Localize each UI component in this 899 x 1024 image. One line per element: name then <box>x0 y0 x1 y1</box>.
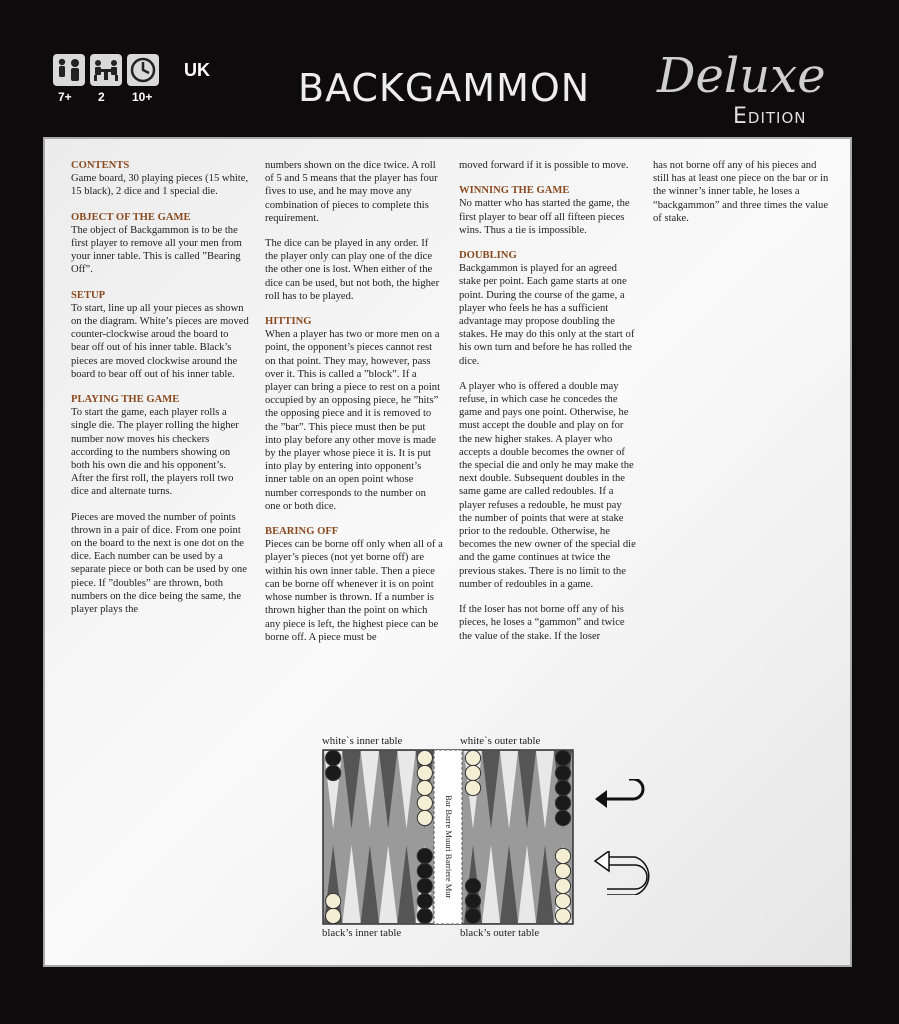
board-diagram <box>322 735 622 945</box>
white-piece <box>555 863 570 878</box>
label-white-outer-table: white`s outer table <box>460 735 541 747</box>
section-paragraph: moved forward if it is possible to move. <box>459 160 629 171</box>
column-3 <box>459 159 637 655</box>
black-piece <box>555 780 570 795</box>
clockwise-arrow-icon <box>593 779 653 819</box>
section-paragraph: To start, line up all your pieces as shown on the diagram. White’s pieces are moved counter-clockwise aroud the board to bear off out of his inner table. Black’s pieces are moved clockwise around the board to bear off out of his inner table. <box>71 302 249 380</box>
section-paragraph: Pieces can be borne off only when all of a player’s pieces (not yet borne off) are within his own inner table. Then a piece can be borne off whenever it is on point whose number is thrown. If a number is thrown higher than the point on which any piece is left, the highest piece can be borne off. A piece must be <box>265 539 443 643</box>
country-code: UK <box>184 60 210 80</box>
white-piece <box>417 765 432 780</box>
column-4 <box>653 159 831 237</box>
game-info-labels <box>58 90 168 104</box>
black-piece <box>417 908 432 923</box>
black-piece <box>417 848 432 863</box>
label-black-inner-table: black’s inner table <box>322 927 402 939</box>
players-label: 2 <box>98 90 105 104</box>
section-heading: HITTING <box>265 316 312 328</box>
section-heading: DOUBLING <box>459 250 517 262</box>
label-black-outer-table: black’s outer table <box>460 927 540 939</box>
white-piece <box>555 848 570 863</box>
age-icon <box>53 54 85 86</box>
section-paragraph: If the loser has not borne off any of his pieces, he loses a “gammon” and twice the value of the stake. If the loser <box>459 604 625 642</box>
black-piece <box>326 750 341 765</box>
section-heading: PLAYING THE GAME <box>71 394 180 406</box>
section-paragraph: The dice can be played in any order. If the player only can play one of the dice the other one is lost. When either of the dice can be used, but not both, the higher roll has to be played. <box>265 238 440 302</box>
age-label: 7+ <box>58 90 72 104</box>
label-white-inner-table: white`s inner table <box>322 735 403 747</box>
section-paragraph: The object of Backgammon is to be the first player to remove all your men from your inner table. This is called ”Bearing Off”. <box>71 224 242 276</box>
white-piece <box>417 780 432 795</box>
section-paragraph: A player who is offered a double may refuse, in which case he concedes the game and pays one point. Otherwise, he must accept the double and play on for the new higher stakes. A player who accepts a double becomes the owner of the special die and only he may make the next double. Subsequent doubles in the same game are called redoubles. If a player refuses a redouble, he must pay the number of points that were at stake prior to the redouble. Otherwise, he becomes the new owner of the special die and the game continues at twice the previous stakes. There is no limit to the number of redoubles in a game. <box>459 380 636 590</box>
white-piece <box>555 878 570 893</box>
white-piece <box>326 893 341 908</box>
section-heading: CONTENTS <box>71 160 130 171</box>
white-piece <box>555 893 570 908</box>
white-piece <box>417 795 432 810</box>
section-paragraph: Backgammon is played for an agreed stake per point. Each game starts at one point. During the course of the game, a player who feels he has a sufficient advantage may propose doubling the stakes. He may do this only at the start of his own turn and before he has rolled the dice. <box>459 263 635 367</box>
black-piece <box>555 810 570 825</box>
game-info-icons <box>53 54 159 86</box>
black-piece <box>326 765 341 780</box>
section-paragraph: numbers shown on the dice twice. A roll of 5 and 5 means that the player has four fives to use, and he may move any combination of pieces to complete this requirement. <box>265 160 438 224</box>
section-paragraph: When a player has two or more men on a point, the opponent’s pieces cannot rest on that point. They may, however, pass over it. This is called a ”block”. If a player can bring a piece to rest on a point occupied by an opposing piece, he ”hits” the opposing piece and it is removed to the ”bar”. This piece must then be put into play before any other move is made by the player whose piece it is. It is put into play by entering into opponent’s inner table on an open point whose number corresponds to the number on one or both dice. <box>265 329 441 512</box>
white-piece <box>326 908 341 923</box>
section-paragraph: No matter who has started the game, the first player to bear off all fifteen pieces wins. Thus a tie is impossible. <box>459 198 630 236</box>
time-icon <box>127 54 159 86</box>
black-piece <box>465 893 480 908</box>
brand-edition: Edition <box>733 104 807 129</box>
white-piece <box>555 908 570 923</box>
bar-label: Bar Barre Muuri Barriere Mur <box>444 795 454 899</box>
backgammon-board <box>322 749 574 925</box>
header-bar <box>0 0 899 135</box>
section-heading: OBJECT OF THE GAME <box>71 211 191 223</box>
column-2 <box>265 159 443 656</box>
black-piece <box>417 878 432 893</box>
section-paragraph: Pieces are moved the number of points thrown in a pair of dice. From one point on the board to the next is one dot on the dice. Each number can be used by a separate piece or both can be used by one piece. If ”doubles” are thrown, both numbers on the dice being the same, the player plays the <box>71 511 247 616</box>
section-heading: WINNING THE GAME <box>459 185 570 197</box>
page-title: BACKGAMMON <box>298 66 591 110</box>
counter-clockwise-arrow-icon <box>593 851 653 895</box>
white-piece <box>465 750 480 765</box>
black-piece <box>555 765 570 780</box>
black-piece <box>465 908 480 923</box>
section-paragraph: To start the game, each player rolls a single die. The player rolling the higher number now moves his checkers according to the numbers showing on both his own die and his opponent’s. After the first roll, the players roll two dice and alternate turns. <box>71 407 239 498</box>
black-piece <box>465 878 480 893</box>
white-piece <box>417 810 432 825</box>
brand-logo-script: Deluxe <box>657 48 826 104</box>
section-paragraph: Game board, 30 playing pieces (15 white, 15 black), 2 dice and 1 special die. <box>71 173 249 198</box>
players-icon <box>90 54 122 86</box>
black-piece <box>555 750 570 765</box>
column-1 <box>71 159 249 628</box>
black-piece <box>417 893 432 908</box>
section-heading: SETUP <box>71 289 106 301</box>
white-piece <box>417 750 432 765</box>
section-heading: BEARING OFF <box>265 526 339 538</box>
rules-panel <box>43 137 852 967</box>
white-piece <box>465 780 480 795</box>
white-piece <box>465 765 480 780</box>
black-piece <box>555 795 570 810</box>
section-paragraph: has not borne off any of his pieces and still has at least one piece on the bar or in the winner’s inner table, he loses a “backgammon” and three times the value of stake. <box>653 160 829 224</box>
time-label: 10+ <box>132 90 153 104</box>
black-piece <box>417 863 432 878</box>
